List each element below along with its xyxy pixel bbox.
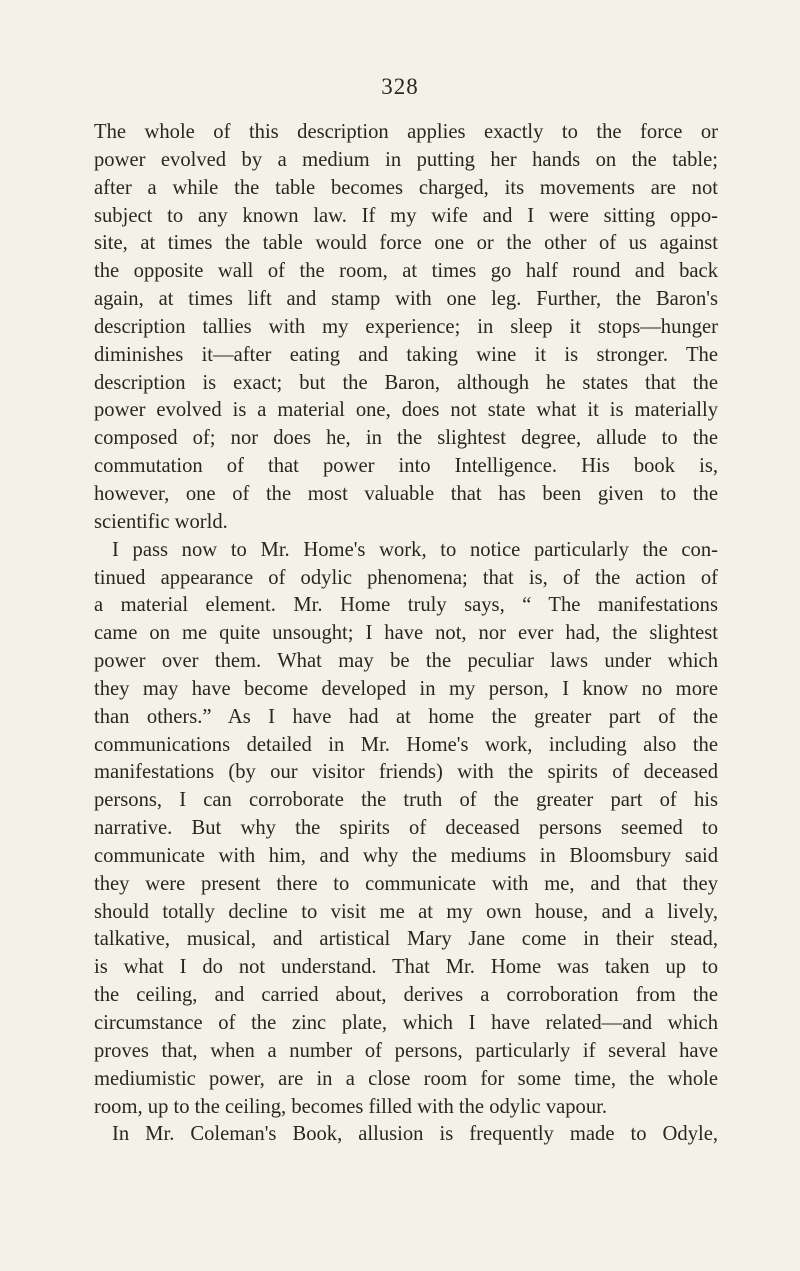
- text-line: tinued appearance of odylic phenomena; that is, of the action of: [94, 566, 718, 589]
- text-line: communicate with him, and why the mediums in Bloomsbury said: [94, 844, 718, 867]
- text-line: power evolved by a medium in putting her hands on the table;: [94, 148, 718, 171]
- body-text: [94, 119, 718, 1149]
- text-line: persons, I can corroborate the truth of the greater part of his: [94, 789, 718, 812]
- text-line: manifestations (by our visitor friends) with the spirits of deceased: [94, 761, 718, 784]
- text-line: power over them. What may be the peculiar laws under which: [94, 650, 718, 673]
- text-line: subject to any known law. If my wife and I were sitting oppo-: [94, 204, 718, 227]
- text-line: they were present there to communicate with me, and that they: [94, 872, 718, 895]
- text-line: they may have become developed in my person, I know no more: [94, 677, 718, 700]
- text-line: description tallies with my experience; in sleep it stops—hunger: [94, 315, 718, 338]
- text-line: talkative, musical, and artistical Mary Jane come in their stead,: [94, 928, 718, 951]
- text-line: after a while the table becomes charged, its movements are not: [94, 176, 718, 199]
- page-number: 328: [381, 74, 419, 99]
- text-line: again, at times lift and stamp with one leg. Further, the Baron's: [94, 288, 718, 311]
- text-line: a material element. Mr. Home truly says, “ The manifestations: [94, 594, 718, 617]
- text-line: circumstance of the zinc plate, which I have related—and which: [94, 1012, 718, 1034]
- text-line: site, at times the table would force one or the other of us against: [94, 232, 718, 255]
- text-line: scientific world.: [94, 510, 228, 533]
- text-line: In Mr. Coleman's Book, allusion is frequently made to Odyle,: [112, 1123, 718, 1146]
- text-line: description is exact; but the Baron, although he states that the: [94, 371, 718, 394]
- text-line: than others.” As I have had at home the greater part of the: [94, 705, 718, 728]
- text-line: commutation of that power into Intelligence. His book is,: [94, 455, 718, 478]
- text-line: I pass now to Mr. Home's work, to notice particularly the con-: [112, 538, 718, 561]
- text-line: the ceiling, and carried about, derives a corroboration from the: [94, 984, 718, 1007]
- text-line: diminishes it—after eating and taking wine it is stronger. The: [94, 343, 718, 366]
- text-line: however, one of the most valuable that has been given to the: [94, 482, 718, 505]
- text-line: narrative. But why the spirits of deceased persons seemed to: [94, 817, 718, 840]
- text-line: room, up to the ceiling, becomes filled with the odylic vapour.: [94, 1095, 608, 1118]
- text-line: mediumistic power, are in a close room for some time, the whole: [94, 1067, 718, 1090]
- text-line: came on me quite unsought; I have not, nor ever had, the slightest: [94, 622, 718, 645]
- text-line: power evolved is a material one, does not state what it is materially: [94, 399, 718, 422]
- text-line: should totally decline to visit me at my own house, and a lively,: [94, 900, 718, 923]
- text-line: communications detailed in Mr. Home's work, including also the: [94, 733, 718, 756]
- text-line: proves that, when a number of persons, particularly if several have: [94, 1039, 718, 1062]
- text-line: is what I do not understand. That Mr. Home was taken up to: [94, 956, 718, 979]
- text-line: The whole of this description applies exactly to the force or: [94, 121, 718, 143]
- text-line: composed of; nor does he, in the slightest degree, allude to the: [94, 427, 718, 450]
- text-line: the opposite wall of the room, at times go half round and back: [94, 260, 718, 283]
